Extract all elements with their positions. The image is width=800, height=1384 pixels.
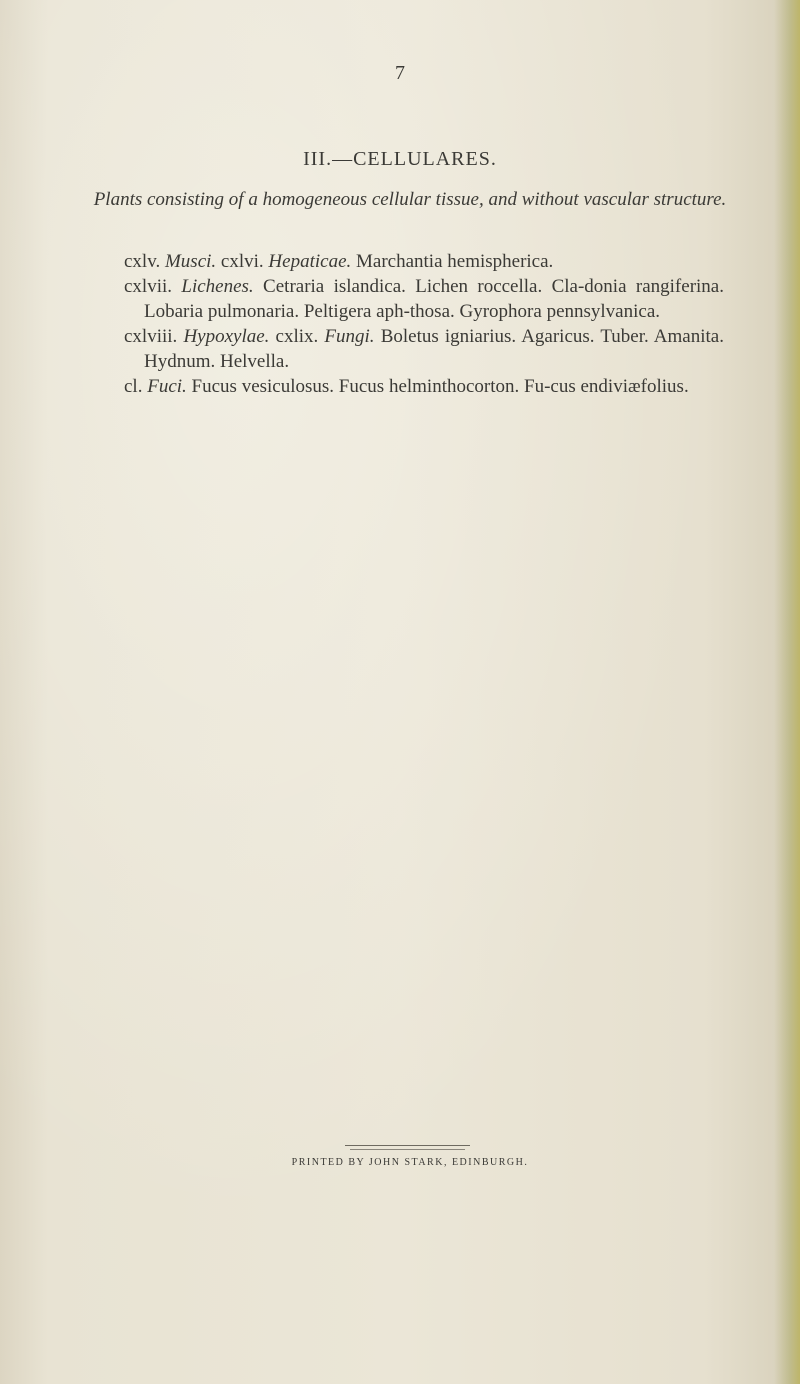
entry-text: cxlv.	[124, 251, 165, 272]
entry-text: cxlviii.	[124, 326, 184, 347]
entry-text: cxlvii.	[124, 276, 182, 297]
group-name: Fungi.	[324, 326, 375, 347]
printer-rule	[345, 1145, 470, 1146]
group-name: Hypoxylae.	[183, 326, 270, 347]
group-name: Hepaticae.	[268, 251, 352, 272]
printer-rule-lower	[350, 1149, 465, 1150]
entry-text: cl.	[124, 376, 148, 397]
entry-text: cxlix.	[269, 326, 325, 347]
group-name: Fuci.	[147, 376, 187, 397]
page-edge	[774, 0, 800, 1384]
group-name: Lichenes.	[181, 276, 254, 297]
entry-text: cxlvi.	[216, 251, 269, 272]
entry-text: Marchantia hemispherica.	[351, 251, 554, 272]
entry-musci-hepaticae	[124, 249, 724, 274]
entry-fuci	[124, 374, 724, 399]
section-heading: III.—CELLULARES.	[303, 148, 497, 170]
entry-text: Boletus igniarius. Agaricus. Tuber. Amanita. Hydnum. Helvella.	[144, 326, 724, 372]
entry-text: Cetraria islandica. Lichen roccella. Cla-donia rangiferina. Lobaria pulmonaria. Peltigera aph-thosa. Gyrophora pennsylvanica.	[144, 276, 724, 322]
entry-list	[124, 249, 724, 399]
group-name: Musci.	[164, 251, 217, 272]
entry-hypoxylae-fungi	[124, 324, 724, 374]
entry-lichenes	[124, 274, 724, 324]
page-number: 7	[395, 62, 405, 84]
section-subtitle: Plants consisting of a homogeneous cellular tissue, and without vascular structure.	[93, 189, 727, 210]
entry-text: Fucus vesiculosus. Fucus helminthocorton. Fu-cus endiviæfolius.	[186, 376, 689, 397]
printer-imprint: PRINTED BY JOHN STARK, EDINBURGH.	[291, 1157, 529, 1168]
